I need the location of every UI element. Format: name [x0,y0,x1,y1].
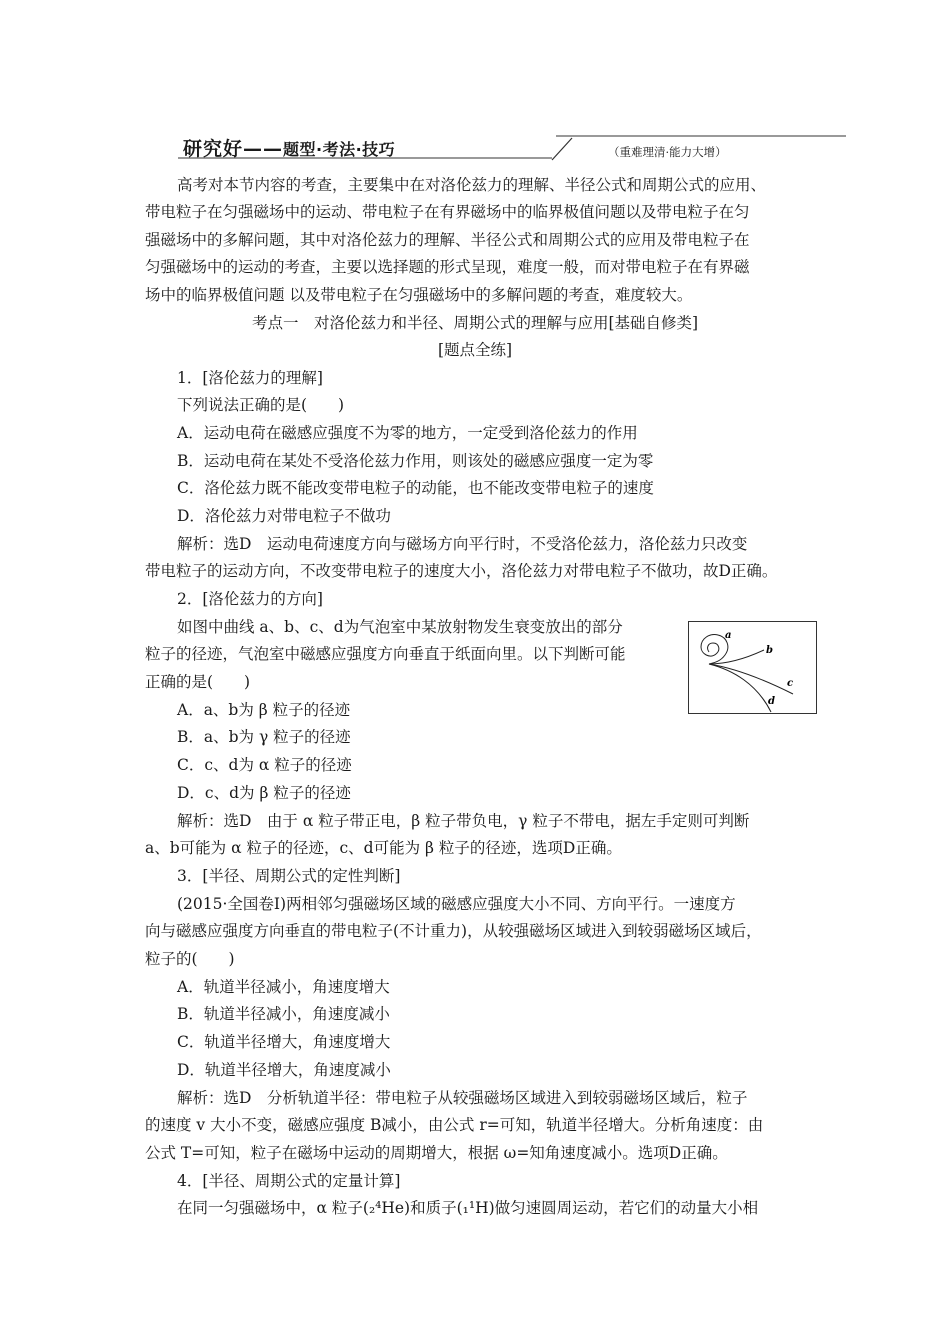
option-a: A．a、b为 β 粒子的径迹 [177,701,351,719]
intro-line: 带电粒子在匀强磁场中的运动、带电粒子在有界磁场中的临界极值问题以及带电粒子在匀 [145,203,750,221]
header-subtitle: 题型·考法·技巧 [283,140,396,159]
subsection-title: [题点全练] [437,341,513,359]
label-a: a [725,630,732,641]
intro-line: 强磁场中的多解问题，其中对洛伦兹力的理解、半径公式和周期公式的应用及带电粒子在 [145,231,750,249]
option-d: D．洛伦兹力对带电粒子不做功 [177,507,391,525]
question-stem-line: 正确的是( ) [145,673,251,691]
label-c: c [787,678,794,689]
bubble-chamber-figure [688,621,817,714]
question-stem-line: (2015·全国卷Ⅰ)两相邻匀强磁场区域的磁感应强度大小不同、方向平行。一速度方 [177,895,736,913]
question-stem: 在同一匀强磁场中，α 粒子(₂⁴He)和质子(₁¹H)做匀速圆周运动，若它们的动量大小相 [177,1199,759,1217]
question-stem-line: 向与磁感应强度方向垂直的带电粒子(不计重力)，从较强磁场区域进入到较弱磁场区域后， [145,922,762,940]
option-d: D．轨道半径增大，角速度减小 [177,1061,391,1079]
option-c: C．c、d为 α 粒子的径迹 [177,756,352,774]
analysis-line: 的速度 v 大小不变，磁感应强度 B减小，由公式 r=可知，轨道半径增大。分析角速度：由 [145,1116,764,1134]
analysis-line: 公式 T=可知，粒子在磁场中运动的周期增大，根据 ω=知角速度减小。选项D正确。 [145,1144,728,1162]
intro-line: 匀强磁场中的运动的考查，主要以选择题的形式呈现，难度一般，而对带电粒子在有界磁 [145,258,750,276]
option-d: D．c、d为 β 粒子的径迹 [177,784,351,802]
header-dash: —— [243,138,284,160]
option-b: B．运动电荷在某处不受洛伦兹力作用，则该处的磁感应强度一定为零 [177,452,654,470]
option-a: A．轨道半径减小，角速度增大 [177,978,390,996]
analysis-line: 解析：选D 运动电荷速度方向与磁场方向平行时，不受洛伦兹力，洛伦兹力只改变 [177,535,748,553]
intro-line: 场中的临界极值问题 以及带电粒子在匀强磁场中的多解问题的考查，难度较大。 [145,286,693,304]
question-stem-line: 粒子的( ) [145,950,235,968]
section-title: 考点一 对洛伦兹力和半径、周期公式的理解与应用[基础自修类] [251,314,699,332]
intro-line: 高考对本节内容的考查，主要集中在对洛伦兹力的理解、半径公式和周期公式的应用、 [177,176,767,194]
track-a-spiral [701,635,728,664]
option-b: B．a、b为 γ 粒子的径迹 [177,728,351,746]
label-d: d [768,696,775,707]
header-rule [0,0,950,170]
header-note: （重难理清·能力大增） [608,145,727,159]
analysis-line: 带电粒子的运动方向，不改变带电粒子的速度大小，洛伦兹力对带电粒子不做功，故D正确。 [145,562,778,580]
question-tag: 1．[洛伦兹力的理解] [177,369,323,387]
question-tag: 3．[半径、周期公式的定性判断] [177,867,401,885]
option-b: B．轨道半径减小，角速度减小 [177,1005,390,1023]
question-tag: 2．[洛伦兹力的方向] [177,590,323,608]
header-title-main: 研究好 [183,138,244,160]
question-stem: 下列说法正确的是( ) [177,396,345,414]
option-c: C．洛伦兹力既不能改变带电粒子的动能，也不能改变带电粒子的速度 [177,479,654,497]
option-a: A．运动电荷在磁感应强度不为零的地方，一定受到洛伦兹力的作用 [177,424,638,442]
analysis-line: 解析：选D 由于 α 粒子带正电，β 粒子带负电，γ 粒子不带电，据左手定则可判断 [177,812,750,830]
option-c: C．轨道半径增大，角速度增大 [177,1033,391,1051]
question-stem-line: 如图中曲线 a、b、c、d为气泡室中某放射物发生衰变放出的部分 [177,618,623,636]
question-tag: 4．[半径、周期公式的定量计算] [177,1172,401,1190]
analysis-line: a、b可能为 α 粒子的径迹，c、d可能为 β 粒子的径迹，选项D正确。 [145,839,622,857]
analysis-line: 解析：选D 分析轨道半径：带电粒子从较强磁场区域进入到较弱磁场区域后，粒子 [177,1089,748,1107]
track-c [709,664,793,694]
question-stem-line: 粒子的径迹，气泡室中磁感应强度方向垂直于纸面向里。以下判断可能 [145,645,626,663]
label-b: b [766,645,773,656]
